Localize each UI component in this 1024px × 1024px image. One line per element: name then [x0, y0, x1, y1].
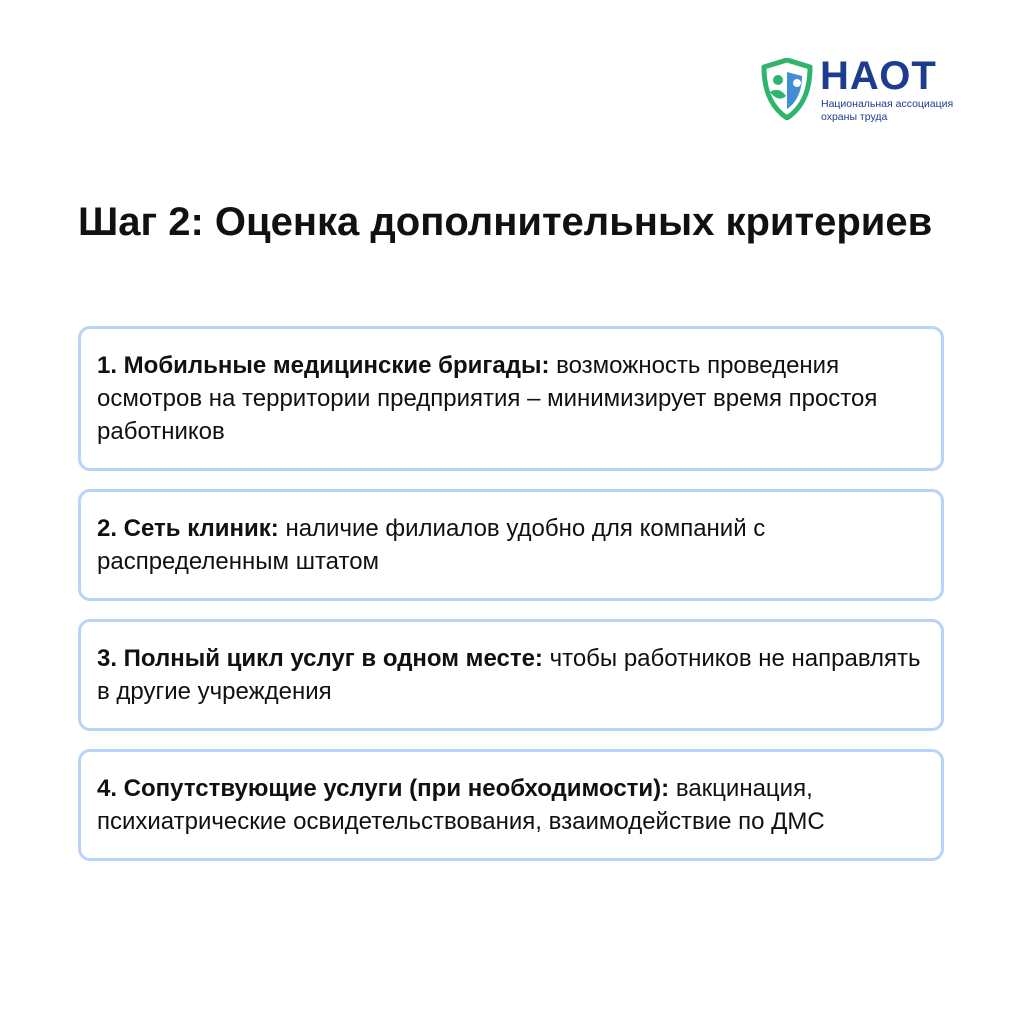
criteria-card-1: [78, 326, 944, 471]
criteria-list: [78, 326, 944, 861]
criteria-lead: 1. Мобильные медицинские бригады:: [97, 352, 550, 379]
criteria-card-2: [78, 489, 944, 601]
criteria-text: вакцинация, психиатрические освидетельствования, взаимодействие по ДМС: [97, 775, 825, 835]
logo-subtitle: Национальная ассоциация охраны труда: [821, 98, 954, 123]
criteria-text: возможность проведения осмотров на территории предприятия – минимизирует время простоя работников: [97, 352, 878, 445]
criteria-text: чтобы работников не направлять в другие учреждения: [97, 645, 921, 705]
criteria-card-4: [78, 749, 944, 861]
logo-name: НАОТ: [820, 54, 937, 98]
shield-logo-icon: [760, 58, 814, 120]
criteria-lead: 2. Сеть клиник:: [97, 515, 279, 542]
logo: [760, 56, 960, 126]
criteria-card-3: [78, 619, 944, 731]
criteria-lead: 4. Сопутствующие услуги (при необходимости):: [97, 775, 670, 802]
criteria-text: наличие филиалов удобно для компаний с распределенным штатом: [97, 515, 766, 575]
page-title: Шаг 2: Оценка дополнительных критериев: [78, 200, 933, 244]
criteria-lead: 3. Полный цикл услуг в одном месте:: [97, 645, 543, 672]
